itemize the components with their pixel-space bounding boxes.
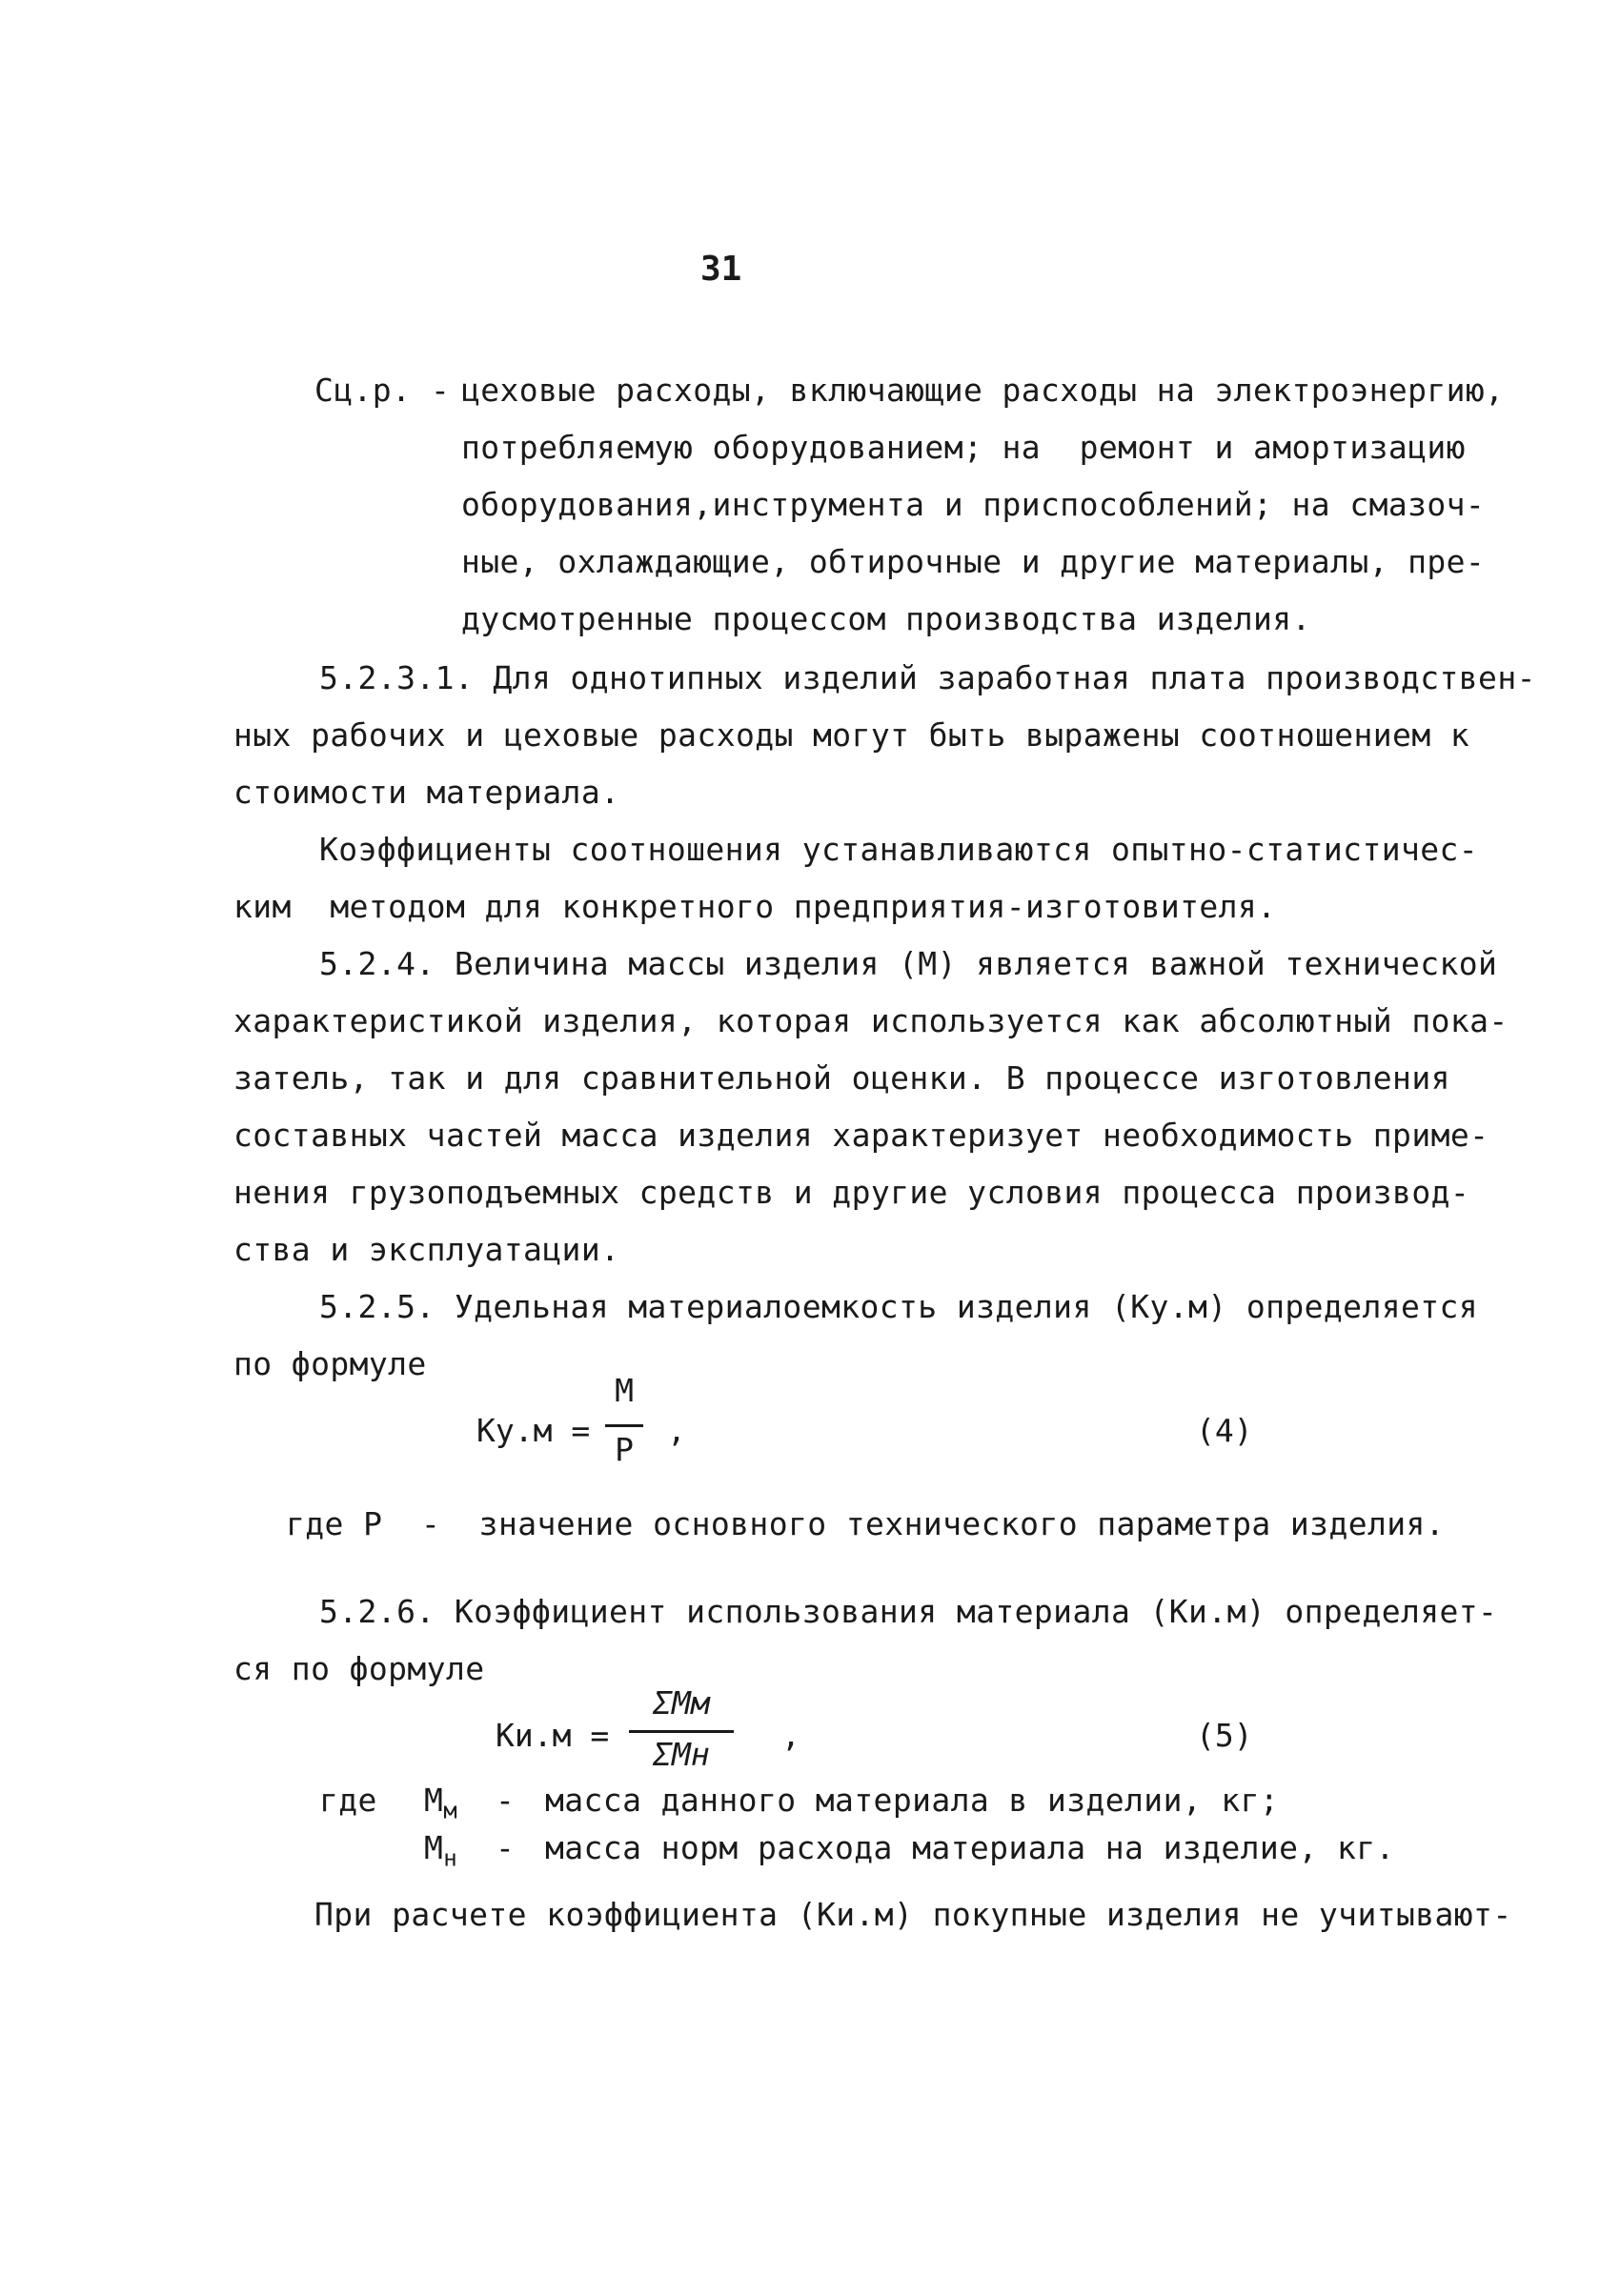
- formula-label: (5): [1196, 1717, 1253, 1754]
- cpr-term: Сц.р.: [314, 372, 412, 409]
- formula-lhs: Ку.м =: [476, 1412, 591, 1449]
- paragraph-line: ных рабочих и цеховые расходы могут быть выражены соотношением к: [233, 716, 1470, 754]
- paragraph-line: 5.2.3.1. Для однотипных изделий заработная плата производствен-: [319, 659, 1536, 696]
- symbol: М: [424, 1782, 444, 1819]
- paragraph-line: нения грузоподъемных средств и другие условия процесса производ-: [233, 1174, 1470, 1211]
- formula-trail: ,: [781, 1717, 800, 1754]
- where-dash: -: [496, 1782, 516, 1819]
- cpr-line: ные, охлаждающие, обтирочные и другие материалы, пре-: [461, 543, 1486, 580]
- cpr-dash: -: [431, 372, 451, 409]
- where-label: где: [319, 1782, 377, 1819]
- paragraph-line: Коэффициенты соотношения устанавливаются опытно-статистичес-: [319, 831, 1479, 868]
- fraction-bar: [629, 1730, 734, 1733]
- formula-trail: ,: [667, 1412, 686, 1449]
- formula-denominator: Р: [615, 1431, 634, 1468]
- cpr-line: потребляемую оборудованием; на ремонт и амортизацию: [461, 429, 1466, 466]
- paragraph-line: 5.2.6. Коэффициент использования материала (Ки.м) определяет-: [319, 1593, 1498, 1630]
- cpr-line: цеховые расходы, включающие расходы на электроэнергию,: [461, 372, 1505, 409]
- paragraph-line: При расчете коэффициента (Ки.м) покупные изделия не учитывают-: [314, 1896, 1512, 1933]
- symbol: М: [424, 1829, 444, 1866]
- fraction-bar: [605, 1424, 643, 1427]
- symbol-subscript: м: [443, 1797, 458, 1824]
- cpr-line: оборудования,инструмента и приспособлений; на смазоч-: [461, 486, 1486, 523]
- page-number: 31: [700, 250, 742, 289]
- paragraph-line: по формуле: [233, 1345, 427, 1382]
- where-text: масса норм расхода материала на изделие, кг.: [545, 1829, 1395, 1866]
- paragraph-line: ким методом для конкретного предприятия-изготовителя.: [233, 888, 1277, 925]
- where-text: масса данного материала в изделии, кг;: [545, 1782, 1280, 1819]
- formula-numerator: ΣМм: [653, 1684, 710, 1722]
- paragraph-line: 5.2.5. Удельная материалоемкость изделия (Ку.м) определяется: [319, 1288, 1479, 1325]
- cpr-line: дусмотренные процессом производства изделия.: [461, 600, 1311, 637]
- formula-denominator: ΣМн: [653, 1736, 710, 1773]
- where-symbol: [424, 1829, 457, 1878]
- paragraph-line: характеристикой изделия, которая используется как абсолютный пока-: [233, 1002, 1509, 1039]
- paragraph-line: 5.2.4. Величина массы изделия (М) является важной технической: [319, 945, 1498, 982]
- paragraph-line: стоимости материала.: [233, 774, 620, 811]
- where-dash: -: [496, 1829, 516, 1866]
- paragraph-line: ся по формуле: [233, 1650, 485, 1687]
- paragraph-line: составных частей масса изделия характеризует необходимость приме-: [233, 1117, 1489, 1154]
- formula-label: (4): [1196, 1412, 1253, 1449]
- paragraph-line: ства и эксплуатации.: [233, 1231, 620, 1268]
- paragraph-line: затель, так и для сравнительной оценки. В процессе изготовления: [233, 1059, 1450, 1097]
- symbol-subscript: н: [443, 1844, 458, 1872]
- where-symbol: [424, 1782, 457, 1830]
- where-line: где Р - значение основного технического параметра изделия.: [286, 1505, 1446, 1542]
- formula-numerator: М: [615, 1372, 634, 1409]
- formula-lhs: Ки.м =: [496, 1717, 610, 1754]
